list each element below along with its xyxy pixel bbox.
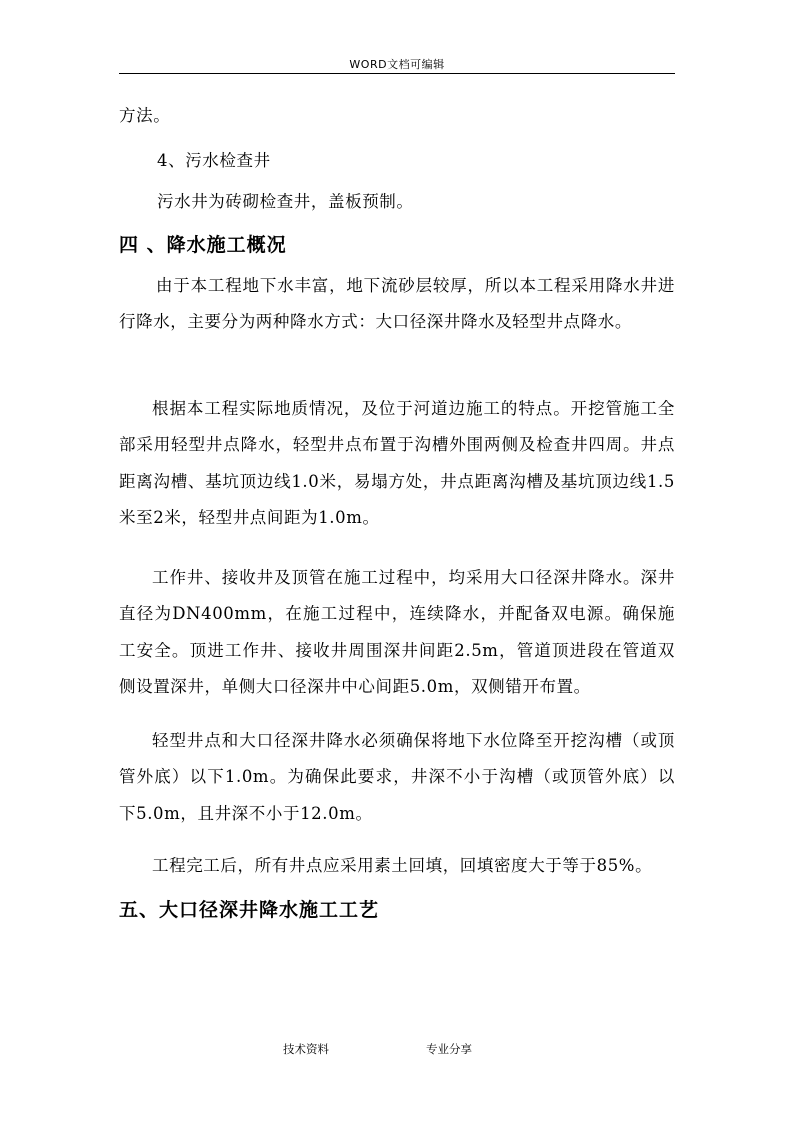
footer-label-left: 技术资料 xyxy=(283,1042,329,1056)
paragraph-2: 根据本工程实际地质情况，及位于河道边施工的特点。开挖管施工全部采用轻型井点降水，轻型井点布置于沟槽外围两侧及检查井四周。井点距离沟槽、基坑顶边线1.0米，易塌方处，井点距离沟槽及基坑顶边线1.5米至2米，轻型井点间距为1.0m。 xyxy=(119,399,675,527)
header-divider xyxy=(119,73,675,74)
paragraph-5: 工程完工后，所有井点应采用素土回填，回填密度大于等于85%。 xyxy=(152,856,653,875)
paragraph-4: 轻型井点和大口径深井降水必须确保将地下水位降至开挖沟槽（或顶管外底）以下1.0m。为确保此要求，井深不小于沟槽（或顶管外底）以下5.0m，且井深不小于12.0m。 xyxy=(119,731,675,823)
item-4-text: 污水井为砖砌检查井，盖板预制。 xyxy=(157,192,414,211)
paragraph-1: 由于本工程地下水丰富，地下流砂层较厚，所以本工程采用降水井进行降水，主要分为两种降水方式：大口径深井降水及轻型井点降水。 xyxy=(119,276,675,332)
item-4-title: 4、污水检查井 xyxy=(157,151,271,170)
text-line-method: 方法。 xyxy=(119,106,171,125)
section-5-heading: 五、大口径深井降水施工工艺 xyxy=(119,899,380,921)
footer-label-right: 专业分享 xyxy=(426,1042,472,1056)
paragraph-3: 工作井、接收井及顶管在施工过程中，均采用大口径深井降水。深井直径为DN400mm，在施工过程中，连续降水，并配备双电源。确保施工安全。顶进工作井、接收井周围深井间距2.5m，管道顶进段在管道双侧设置深井，单侧大口径深井中心间距5.0m，双侧错开布置。 xyxy=(119,568,675,696)
page-header: WORD文档可编辑 xyxy=(349,58,445,71)
section-4-heading: 四 、降水施工概况 xyxy=(119,234,287,256)
